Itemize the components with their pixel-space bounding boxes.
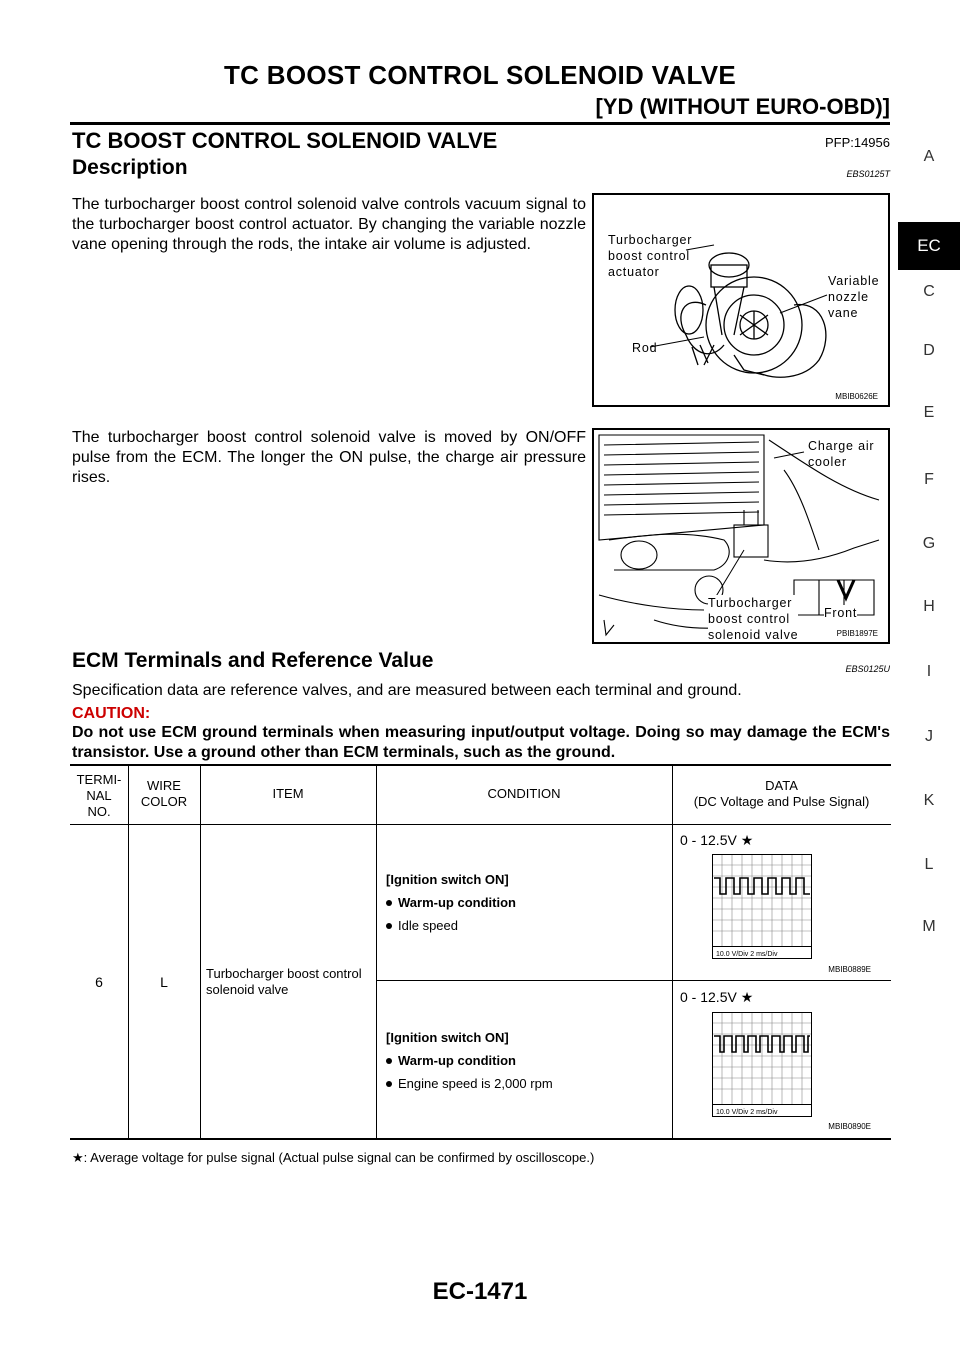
footnote: ★: Average voltage for pulse signal (Actual pulse signal can be confirmed by oscilloscope.)	[72, 1150, 595, 1165]
description-paragraph-2: The turbocharger boost control solenoid valve is moved by ON/OFF pulse from the ECM. The longer the ON pulse, the charge air pressure rises.	[72, 429, 586, 486]
running-header-subtitle: [YD (WITHOUT EURO-OBD)]	[595, 94, 890, 119]
data-value-1: 0 - 12.5V ★	[680, 832, 754, 848]
page-number: EC-1471	[432, 1278, 528, 1305]
wire-color: L	[160, 974, 168, 990]
scope-2-code: MBIB0890E	[828, 1122, 871, 1131]
section-title: TC BOOST CONTROL SOLENOID VALVE	[72, 128, 498, 153]
tab-d[interactable]: D	[923, 342, 935, 359]
ecm-code: EBS0125U	[845, 664, 890, 674]
tab-j[interactable]: J	[925, 728, 933, 745]
header-item: ITEM	[272, 786, 304, 801]
label-rod: Rod	[632, 341, 658, 355]
oscilloscope-2	[712, 1012, 812, 1123]
tab-k[interactable]: K	[923, 792, 935, 809]
description-paragraph-1: The turbocharger boost control solenoid valve controls vacuum signal to the turbocharger boost control actuator. By changing the variable nozzle vane opening through the rods, the intake air volume is adjusted.	[72, 196, 586, 253]
ecm-terminal-table	[70, 764, 891, 1140]
header-data: DATA (DC Voltage and Pulse Signal)	[693, 778, 870, 809]
description-heading: Description	[72, 156, 188, 179]
header-rule	[70, 122, 890, 125]
label-front: Front	[824, 606, 858, 620]
terminal-number: 6	[95, 974, 103, 990]
oscilloscope-1	[712, 854, 812, 965]
star-icon: ★	[740, 832, 754, 848]
item-name: Turbocharger boost control solenoid valve	[206, 966, 362, 997]
label-charge-air-cooler: Charge air cooler	[808, 439, 875, 469]
caution-text: Do not use ECM ground terminals when measuring input/output voltage. Doing so may damage the ECM's transistor. Use a ground other than ECM terminals, such as the ground.	[72, 724, 890, 761]
condition-1	[386, 868, 516, 937]
label-vane: Variable nozzle vane	[828, 274, 880, 320]
engine-bay-figure	[592, 428, 890, 644]
scope-1-code: MBIB0889E	[828, 965, 871, 974]
bullet-icon	[386, 923, 392, 929]
condition-2-bullet-2: Engine speed is 2,000 rpm	[386, 1072, 553, 1095]
tab-ec[interactable]: EC	[898, 222, 960, 270]
header-condition: CONDITION	[487, 786, 561, 801]
figure2-code: PBIB1897E	[836, 629, 878, 638]
label-actuator: Turbocharger boost control actuator	[608, 233, 693, 279]
tab-f[interactable]: F	[924, 471, 934, 488]
tab-h[interactable]: H	[923, 598, 935, 615]
header-wire-color: WIRE COLOR	[140, 778, 188, 809]
waveform-idle	[712, 854, 812, 960]
condition-1-bullet-2: Idle speed	[386, 914, 516, 937]
waveform-2000rpm	[712, 1012, 812, 1118]
header-terminal-no: TERMI- NAL NO.	[76, 772, 122, 819]
tab-l[interactable]: L	[924, 856, 934, 873]
tab-a[interactable]: A	[923, 148, 935, 165]
tab-e[interactable]: E	[923, 404, 935, 421]
condition-2	[386, 1026, 553, 1095]
tab-c[interactable]: C	[923, 283, 935, 300]
data-value-2: 0 - 12.5V ★	[680, 989, 754, 1005]
condition-1-head: [Ignition switch ON]	[386, 872, 509, 887]
turbocharger-figure	[592, 193, 890, 407]
condition-2-head: [Ignition switch ON]	[386, 1030, 509, 1045]
caution-heading: CAUTION:	[72, 705, 151, 722]
bullet-icon	[386, 1081, 392, 1087]
label-solenoid-valve: Turbocharger boost control solenoid valve	[708, 596, 799, 642]
star-icon: ★	[72, 1150, 84, 1165]
figure1-code: MBIB0626E	[835, 392, 878, 401]
tab-i[interactable]: I	[926, 663, 932, 680]
tab-m[interactable]: M	[922, 918, 936, 935]
svg-text:10.0 V/Div 2 ms/Div: 10.0 V/Div 2 ms/Div	[716, 951, 778, 958]
description-code: EBS0125T	[846, 169, 890, 179]
ecm-spec-text: Specification data are reference valves, and are measured between each terminal and ground.	[72, 682, 742, 699]
star-icon: ★	[740, 989, 754, 1005]
ecm-heading: ECM Terminals and Reference Value	[72, 649, 434, 672]
condition-1-bullet-1: Warm-up condition	[386, 891, 516, 914]
tab-g[interactable]: G	[922, 535, 936, 552]
bullet-icon	[386, 1058, 392, 1064]
condition-2-bullet-1: Warm-up condition	[386, 1049, 553, 1072]
part-number: PFP:14956	[824, 135, 890, 150]
bullet-icon	[386, 900, 392, 906]
section-index-tabs	[898, 0, 960, 1358]
svg-text:10.0 V/Div 2 ms/Div: 10.0 V/Div 2 ms/Div	[716, 1109, 778, 1116]
running-header-title: TC BOOST CONTROL SOLENOID VALVE	[224, 60, 736, 90]
